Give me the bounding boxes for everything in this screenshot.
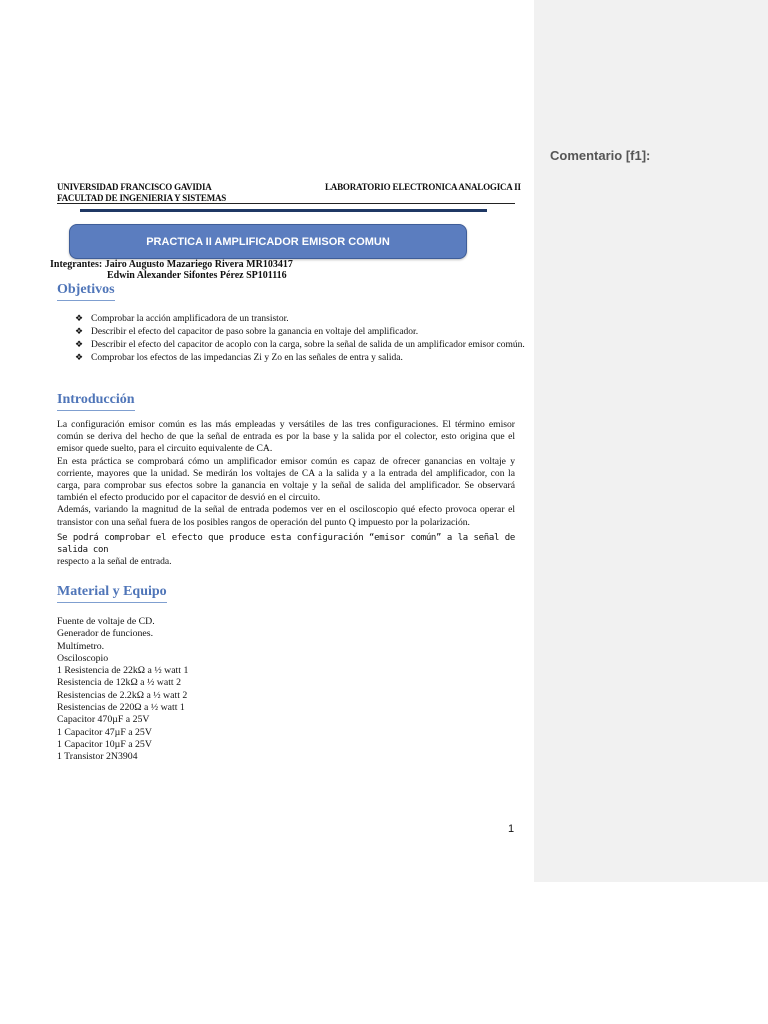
members-line-2: Edwin Alexander Sifontes Pérez SP101116 bbox=[107, 270, 287, 281]
heading-underline bbox=[57, 602, 167, 603]
objective-text: Describir el efecto del capacitor de acoplo con la carga, sobre la señal de salida de un amplificador emisor común. bbox=[91, 340, 525, 350]
diamond-bullet-icon: ❖ bbox=[75, 327, 84, 337]
members-line-1: Integrantes: Jairo Augusto Mazariego Rivera MR103417 bbox=[50, 259, 293, 270]
list-item: Generador de funciones. bbox=[57, 628, 154, 640]
header-accent-rule bbox=[80, 209, 487, 212]
list-item bbox=[75, 326, 525, 338]
heading-underline bbox=[57, 410, 135, 411]
list-item: Osciloscopio bbox=[57, 652, 109, 664]
intro-paragraph-1: La configuración emisor común es las más empleadas y versátiles de las tres configuraciones. El término emisor común se deriva del hecho de que la señal de entrada es por la base y la salida por el colector, esto origina que el emisor quede suelto, para el circuito equivalente de CA. bbox=[57, 419, 515, 455]
objective-text: Describir el efecto del capacitor de paso sobre la ganancia en voltaje del amplificador. bbox=[91, 327, 419, 337]
list-item: Multímetro. bbox=[57, 640, 105, 652]
list-item: Resistencias de 220Ω a ½ watt 1 bbox=[57, 702, 185, 714]
practice-title: PRACTICA II AMPLIFICADOR EMISOR COMUN bbox=[146, 235, 390, 248]
diamond-bullet-icon: ❖ bbox=[75, 340, 84, 350]
diamond-bullet-icon: ❖ bbox=[75, 314, 84, 324]
list-item: 1 Capacitor 10µF a 25V bbox=[57, 738, 152, 750]
page-number: 1 bbox=[508, 823, 515, 835]
list-item: Fuente de voltaje de CD. bbox=[57, 616, 155, 627]
header-faculty: FACULTAD DE INGENIERIA Y SISTEMAS bbox=[57, 193, 227, 203]
list-item: Resistencia de 12kΩ a ½ watt 2 bbox=[57, 677, 181, 689]
margin-comment-title: Comentario [f1]: bbox=[550, 148, 651, 163]
list-item bbox=[75, 313, 525, 325]
header-course: LABORATORIO ELECTRONICA ANALOGICA II bbox=[325, 182, 521, 192]
list-item: Capacitor 470µF a 25V bbox=[57, 714, 150, 726]
diamond-bullet-icon: ❖ bbox=[75, 353, 84, 363]
practice-title-banner bbox=[69, 224, 467, 259]
list-item bbox=[75, 352, 525, 364]
list-item: 1 Capacitor 47µF a 25V bbox=[57, 726, 152, 738]
materials-heading-text: Material y Equipo bbox=[57, 584, 167, 599]
heading-underline bbox=[57, 300, 115, 301]
materials-heading bbox=[57, 584, 167, 600]
objective-text: Comprobar la acción amplificadora de un transistor. bbox=[91, 314, 289, 324]
list-item bbox=[75, 339, 525, 351]
introduction-heading bbox=[57, 392, 135, 408]
intro-paragraph-4-continued: respecto a la señal de entrada. bbox=[57, 556, 172, 568]
list-item: Resistencias de 2.2kΩ a ½ watt 2 bbox=[57, 689, 188, 701]
header-university: UNIVERSIDAD FRANCISCO GAVIDIA bbox=[57, 182, 212, 192]
intro-paragraph-2: En esta práctica se comprobará cómo un amplificador emisor común es capaz de ofrecer ganancias en voltaje y corriente, mayores que la unidad. Se medirán los voltajes de CA a la salida y a la entrada del amplificador, con la carga, para comprobar sus efectos sobre la ganancia en voltaje y la señal de salida del amplificador. Se observará también el efecto producido por el capacitor de desvió en el circuito. bbox=[57, 455, 515, 504]
list-item: 1 Transistor 2N3904 bbox=[57, 751, 138, 763]
objectives-heading-text: Objetivos bbox=[57, 282, 115, 297]
comment-margin-pane bbox=[534, 0, 768, 882]
introduction-heading-text: Introducción bbox=[57, 392, 135, 407]
intro-paragraph-4: Se podrá comprobar el efecto que produce esta configuración “emisor común” a la señal de salida con bbox=[57, 532, 515, 556]
objectives-list bbox=[75, 313, 525, 365]
list-item: 1 Resistencia de 22kΩ a ½ watt 1 bbox=[57, 665, 189, 677]
header-rule bbox=[57, 203, 515, 204]
objectives-heading bbox=[57, 282, 115, 298]
materials-list bbox=[57, 616, 188, 764]
intro-paragraph-3: Además, variando la magnitud de la señal de entrada podemos ver en el osciloscopio qué efecto provoca operar el transistor con una señal fuera de los posibles rangos de operación del punto Q impuesto por la polarización. bbox=[57, 504, 515, 528]
introduction-body bbox=[57, 419, 515, 568]
objective-text: Comprobar los efectos de las impedancias Zi y Zo en las señales de entra y salida. bbox=[91, 353, 403, 363]
